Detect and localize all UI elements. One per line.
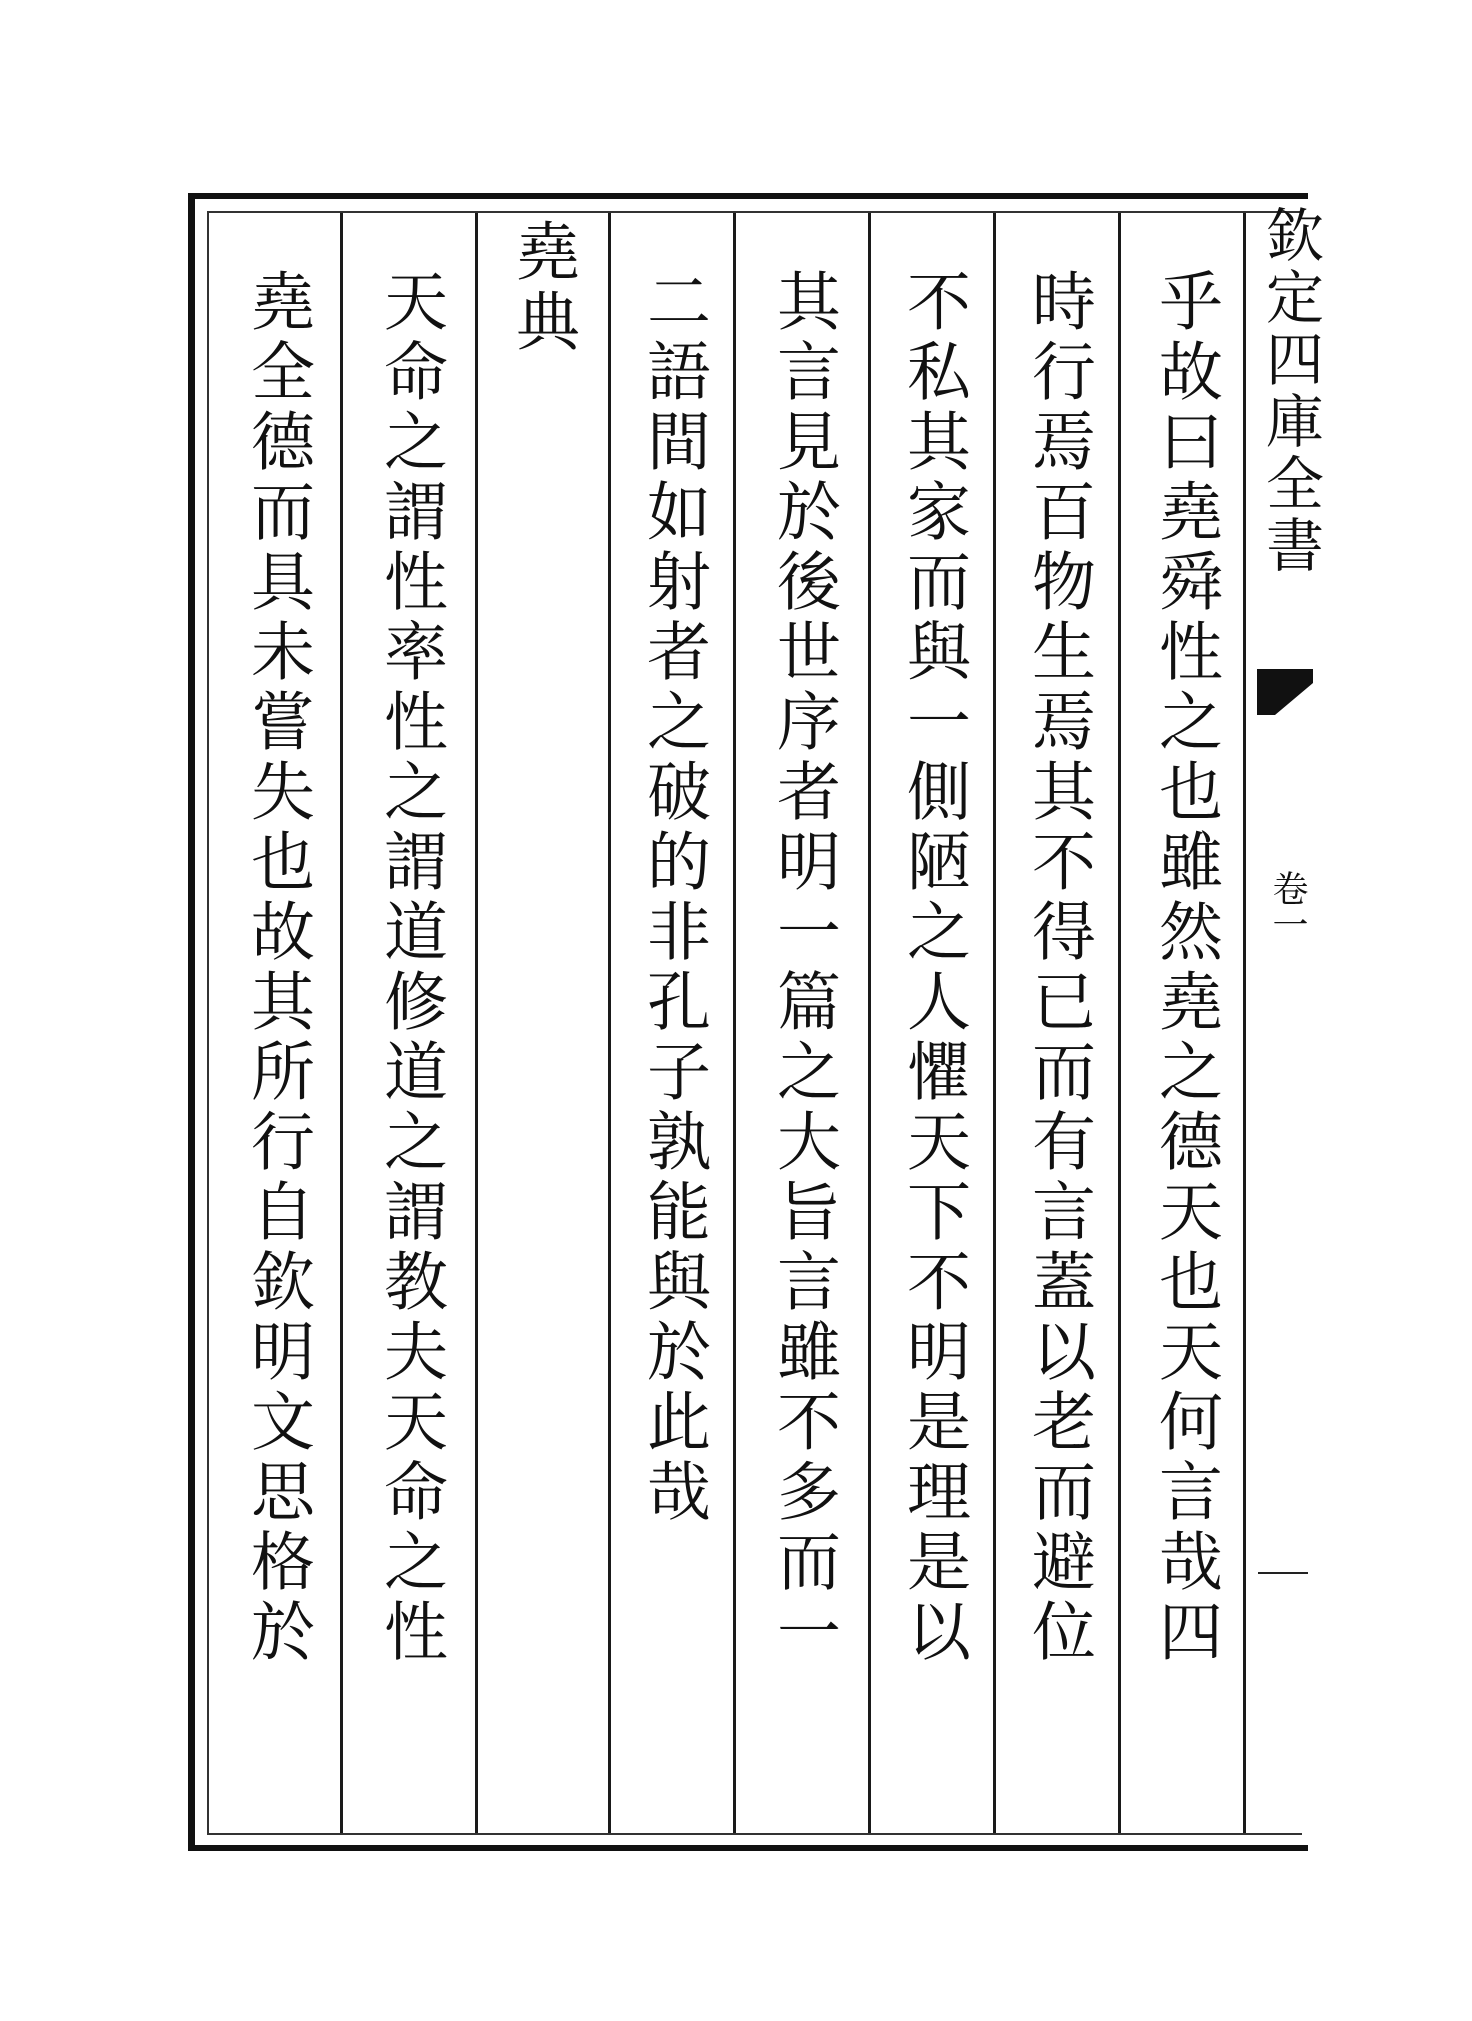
column-divider <box>1243 213 1246 1833</box>
margin-rule <box>1258 1572 1308 1574</box>
text-column-5: 二語間如射者之破的非孔子孰能與於此哉 <box>636 268 710 1528</box>
fish-tail-mark-icon <box>1255 665 1315 725</box>
text-column-4: 其言見於後世序者明一篇之大旨言雖不多而一 <box>766 268 840 1668</box>
column-divider <box>993 213 996 1833</box>
text-column-1: 乎故曰堯舜性之也雖然堯之德天也天何言哉四 <box>1148 268 1222 1668</box>
text-column-3: 不私其家而與一側陋之人懼天下不明是理是以 <box>896 268 970 1668</box>
volume-number: 卷一 <box>1267 870 1308 942</box>
column-divider <box>868 213 871 1833</box>
column-divider <box>1118 213 1121 1833</box>
column-divider <box>608 213 611 1833</box>
column-divider <box>340 213 343 1833</box>
column-divider <box>475 213 478 1833</box>
text-column-8: 堯全德而具未嘗失也故其所行自欽明文思格於 <box>240 268 314 1668</box>
text-column-2: 時行焉百物生焉其不得已而有言蓋以老而避位 <box>1021 268 1095 1668</box>
text-column-7: 天命之謂性率性之謂道修道之謂教夫天命之性 <box>373 268 447 1668</box>
column-divider <box>733 213 736 1833</box>
section-heading: 堯典 <box>505 218 579 358</box>
book-title: 欽定四庫全書 <box>1256 205 1324 577</box>
